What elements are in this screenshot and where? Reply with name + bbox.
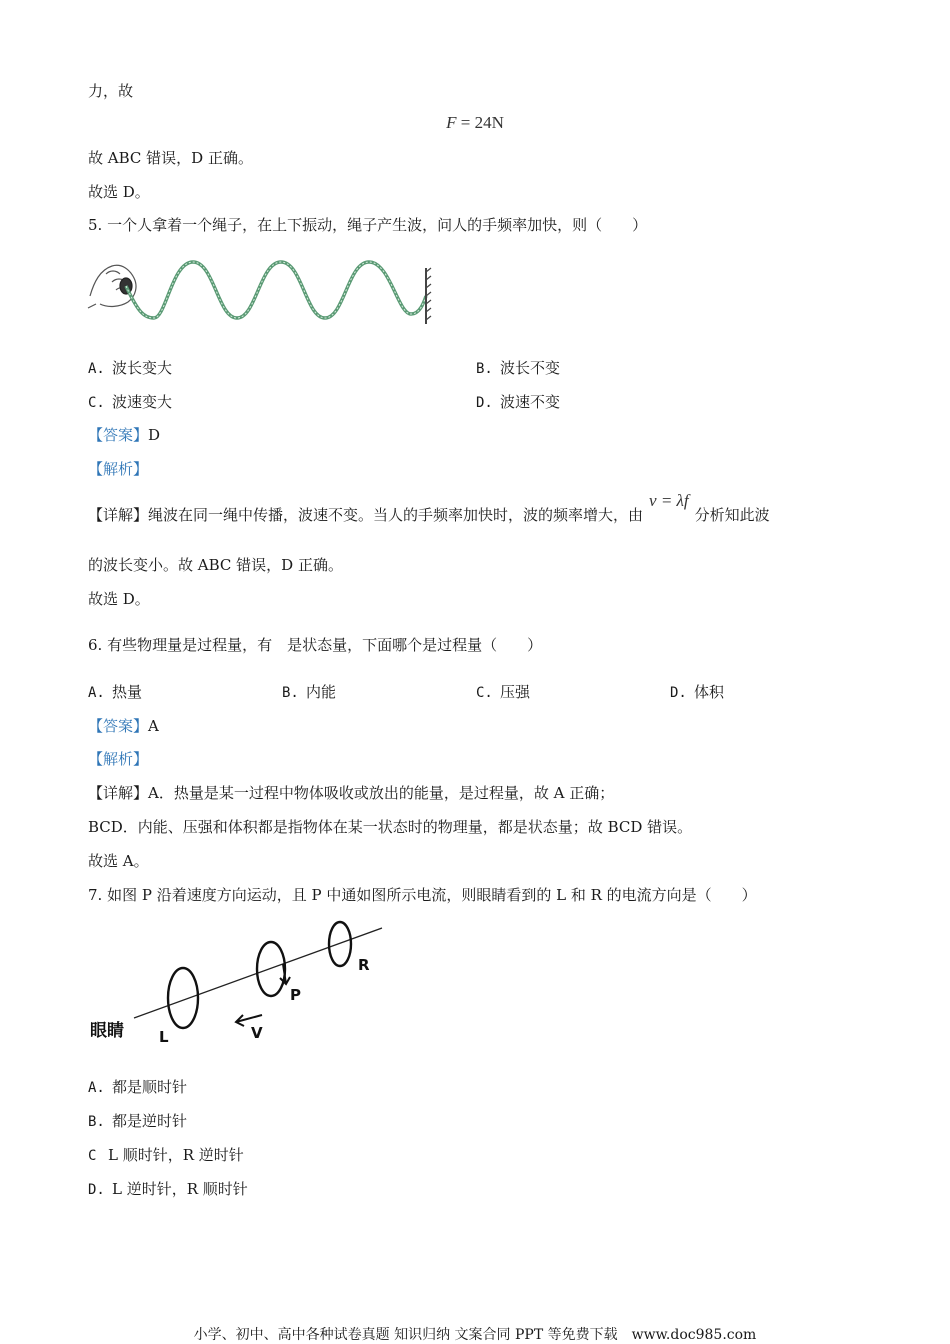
detail-tag: 【详解】 bbox=[88, 506, 149, 524]
coil-p bbox=[257, 942, 285, 996]
q6-option-d[interactable]: D. 体积 bbox=[670, 683, 725, 701]
page-footer: 小学、初中、高中各种试卷真题 知识归纳 文案合同 PPT 等免费下载 www.doc985.com bbox=[193, 1327, 757, 1343]
q5-detail-line-2: 的波长变小。故 ABC 错误，D 正确。 bbox=[88, 556, 343, 574]
formula-value: = 24N bbox=[456, 113, 504, 132]
q6-conclusion: 故选 A。 bbox=[88, 852, 149, 870]
answer-value: A bbox=[148, 717, 159, 735]
coil-motion-figure bbox=[86, 918, 396, 1048]
coil-p-label: P bbox=[290, 986, 301, 1004]
q7-option-d[interactable]: D. L 逆时针，R 顺时针 bbox=[88, 1180, 248, 1198]
detail-tag: 【详解】 bbox=[88, 784, 149, 802]
q5-analysis-tag: 【解析】 bbox=[88, 460, 149, 478]
q5-conclusion: 故选 D。 bbox=[88, 590, 150, 608]
answer-tag: 【答案】 bbox=[88, 717, 149, 735]
q6-detail-line-2: BCD．内能、压强和体积都是指物体在某一状态时的物理量，都是状态量；故 BCD 错误。 bbox=[88, 818, 693, 836]
force-formula bbox=[0, 113, 950, 133]
intro-text-line: 力，故 bbox=[88, 82, 134, 100]
rope-wave bbox=[126, 262, 426, 318]
q5-option-b[interactable]: B. 波长不变 bbox=[476, 359, 561, 377]
q5-option-d[interactable]: D. 波速不变 bbox=[476, 393, 561, 411]
formula-variable: F bbox=[446, 113, 457, 132]
q5-answer-line bbox=[88, 425, 160, 445]
q6-option-b[interactable]: B. 内能 bbox=[282, 683, 337, 701]
q5-option-c[interactable]: C. 波速变大 bbox=[88, 393, 173, 411]
q6-answer-line bbox=[88, 716, 159, 736]
question-6-stem: 6. 有些物理量是过程量，有 是状态量，下面哪个是过程量（ ） bbox=[88, 636, 543, 654]
q5-option-a[interactable]: A. 波长变大 bbox=[88, 359, 173, 377]
coil-r bbox=[329, 922, 351, 966]
eye-label: 眼睛 bbox=[90, 1021, 124, 1041]
question-7-stem: 7. 如图 P 沿着速度方向运动，且 P 中通如图所示电流，则眼睛看到的 L 和 R 的电流方向是（ ） bbox=[88, 886, 757, 904]
intro-choice-line: 故选 D。 bbox=[88, 183, 150, 201]
hand-icon bbox=[88, 265, 136, 308]
q7-option-a[interactable]: A. 都是顺时针 bbox=[88, 1078, 188, 1096]
q7-option-b[interactable]: B. 都是逆时针 bbox=[88, 1112, 188, 1130]
coil-r-label: R bbox=[358, 956, 370, 974]
answer-tag: 【答案】 bbox=[88, 426, 149, 444]
q7-option-c[interactable]: C L 顺时针，R 逆时针 bbox=[88, 1146, 244, 1164]
fixed-wall bbox=[426, 268, 431, 324]
q6-option-a[interactable]: A. 热量 bbox=[88, 683, 143, 701]
intro-conclusion-line: 故 ABC 错误，D 正确。 bbox=[88, 149, 253, 167]
q6-detail-line-1: 【详解】A．热量是某一过程中物体吸收或放出的能量，是过程量，故 A 正确； bbox=[88, 784, 615, 802]
question-5-stem: 5. 一个人拿着一个绳子，在上下振动，绳子产生波，问人的手频率加快，则（ ） bbox=[88, 216, 648, 234]
velocity-label: V bbox=[251, 1024, 263, 1042]
q6-option-c[interactable]: C. 压强 bbox=[476, 683, 531, 701]
coil-l bbox=[168, 968, 198, 1028]
wave-speed-formula: v = λf bbox=[649, 491, 689, 510]
coil-l-label: L bbox=[159, 1028, 169, 1046]
q5-detail-line-1: 【详解】绳波在同一绳中传播，波速不变。当人的手频率加快时，波的频率增大，由v = λf分析知此波 bbox=[88, 491, 770, 524]
q6-analysis-tag: 【解析】 bbox=[88, 750, 149, 768]
answer-value: D bbox=[148, 426, 161, 444]
rope-wave-figure bbox=[86, 252, 436, 330]
